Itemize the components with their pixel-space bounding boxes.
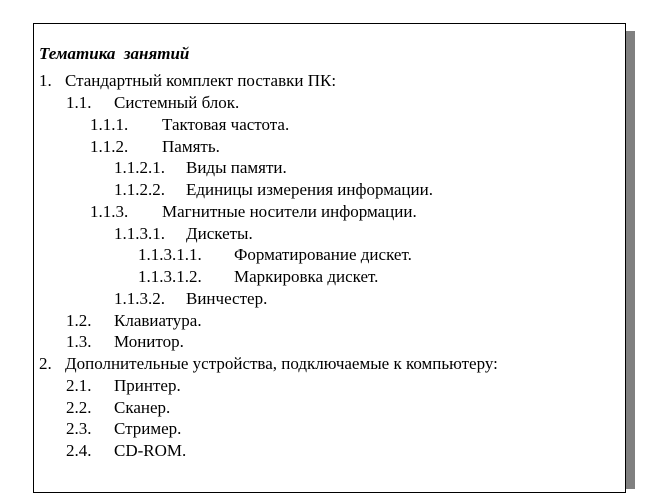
list-item-text: Стример. xyxy=(114,419,182,438)
list-item-text: Память. xyxy=(162,137,220,156)
list-item-text: Клавиатура. xyxy=(114,311,202,330)
list-item-number: 1.1.3.1.2. xyxy=(138,267,202,286)
list-item-number: 2.2. xyxy=(66,398,92,417)
list-item-text: Сканер. xyxy=(114,398,171,417)
list-item-text: Принтер. xyxy=(114,376,181,395)
list-item-number: 1.3. xyxy=(66,332,92,351)
list-item-text: Системный блок. xyxy=(114,93,240,112)
list-item-number: 2. xyxy=(39,354,52,373)
list-item-text: Винчестер. xyxy=(186,289,268,308)
list-item-number: 1.2. xyxy=(66,311,92,330)
list-item-number: 1.1.1. xyxy=(90,115,129,134)
list-item-text: Форматирование дискет. xyxy=(234,245,412,264)
document-title: Тематика занятий xyxy=(39,44,190,63)
list-item-text: Стандартный комплект поставки ПК: xyxy=(65,71,337,90)
list-item-text: Маркировка дискет. xyxy=(234,267,379,286)
list-item-text: Виды памяти. xyxy=(186,158,287,177)
list-item-number: 1.1. xyxy=(66,93,92,112)
list-item-number: 1. xyxy=(39,71,52,90)
list-item-text: CD-ROM. xyxy=(114,441,187,460)
list-item-text: Единицы измерения информации. xyxy=(186,180,433,199)
list-item-number: 1.1.2.2. xyxy=(114,180,165,199)
list-item-number: 1.1.3.1.1. xyxy=(138,245,202,264)
list-item-text: Тактовая частота. xyxy=(162,115,290,134)
list-item-number: 1.1.3.2. xyxy=(114,289,165,308)
list-item-number: 1.1.3. xyxy=(90,202,129,221)
list-item-number: 1.1.2. xyxy=(90,137,129,156)
page-shadow xyxy=(626,31,635,489)
list-item-number: 2.3. xyxy=(66,419,92,438)
list-item-number: 2.1. xyxy=(66,376,92,395)
list-item-number: 1.1.3.1. xyxy=(114,224,165,243)
list-item-text: Дополнительные устройства, подключаемые к компьютеру: xyxy=(65,354,498,373)
list-item-text: Магнитные носители информации. xyxy=(162,202,417,221)
list-item-number: 1.1.2.1. xyxy=(114,158,165,177)
list-item-text: Монитор. xyxy=(114,332,184,351)
list-item-number: 2.4. xyxy=(66,441,92,460)
list-item-text: Дискеты. xyxy=(186,224,253,243)
